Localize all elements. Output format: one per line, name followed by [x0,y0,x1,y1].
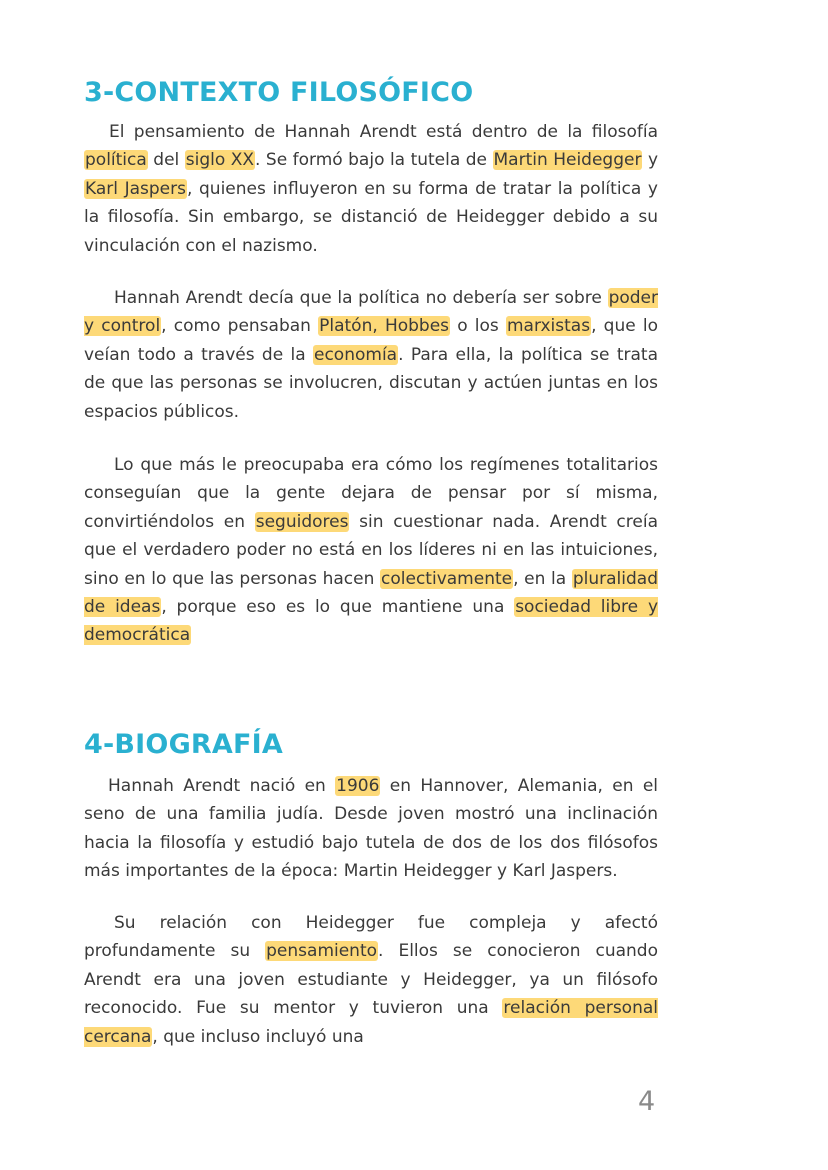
text-run: o los [450,316,506,337]
text-run: , porque eso es lo que mantiene una [161,597,515,618]
highlighted-text: Platón, Hobbes [319,316,450,337]
text-run: . Para ella, la política se trata de que las personas se involucren, discutan y actúen juntas en los espacios públicos. [84,344,658,422]
section-title-biografia: 4-BIOGRAFÍA [84,729,284,760]
highlighted-text: sociedad libre y democrática [84,597,659,646]
text-run: y [642,150,659,171]
text-run: sin cuestionar nada. Arendt creía que el verdadero poder no está en los líderes ni en las intuiciones, sino en lo que las personas hacen [84,511,658,589]
text-run: , en la [513,568,572,589]
paragraph [84,451,658,650]
highlighted-text: Martin Heidegger [493,150,642,171]
text-run: , que incluso incluyó una [152,1026,364,1047]
highlighted-text: pensamiento [266,941,378,962]
highlighted-text: economía [314,344,398,365]
paragraph [84,118,658,260]
text-run: Lo que más le preocupaba era cómo los regímenes totalitarios conseguían que la gente dejara de pensar por sí misma, convirtiéndolos en [84,455,658,532]
text-run: , que lo veían todo a través de la [84,316,658,365]
section-title-contexto-filosofico: 3-CONTEXTO FILOSÓFICO [84,77,474,108]
text-run: del [147,150,185,171]
highlighted-text: colectivamente [381,568,513,589]
highlighted-text: 1906 [336,776,380,796]
paragraph [84,284,658,426]
highlighted-text: Karl Jaspers [85,178,186,199]
paragraph [84,909,658,1051]
text-run: . Ellos se conocieron cuando Arendt era una joven estudiante y Heidegger, ya un filósofo reconocido. Fue su mentor y tuvieron una [84,941,658,1019]
highlighted-text: siglo XX [185,150,255,171]
text-run: Su relación con Heidegger fue compleja y afectó profundamente su [84,913,658,962]
highlighted-text: seguidores [255,511,349,532]
text-run: . Se formó bajo la tutela de [255,150,493,171]
text-run: , quienes influyeron en su forma de tratar la política y la filosofía. Sin embargo, se distanció de Heidegger debido a su vinculación con el nazismo. [84,178,658,256]
text-run: en Hannover, Alemania, en el seno de una familia judía. Desde joven mostró una inclinación hacia la filosofía y estudió bajo tutela de dos de los dos filósofos más importantes de la época: Martin Heidegger y Karl Jaspers. [84,776,658,882]
highlighted-text: relación personal cercana [84,998,658,1047]
text-run: Hannah Arendt decía que la política no debería ser sobre [114,288,608,308]
highlighted-text: política [85,150,147,171]
highlighted-text: marxistas [506,316,591,337]
text-run: Hannah Arendt nació en [108,776,336,796]
highlighted-text: pluralidad de ideas [84,568,658,618]
paragraph [84,772,658,886]
highlighted-text: poder y control [84,288,658,337]
text-run: , como pensaban [161,316,319,337]
text-run: El pensamiento de Hannah Arendt está dentro de la filosofía [109,122,658,142]
page-number: 4 [638,1086,656,1117]
